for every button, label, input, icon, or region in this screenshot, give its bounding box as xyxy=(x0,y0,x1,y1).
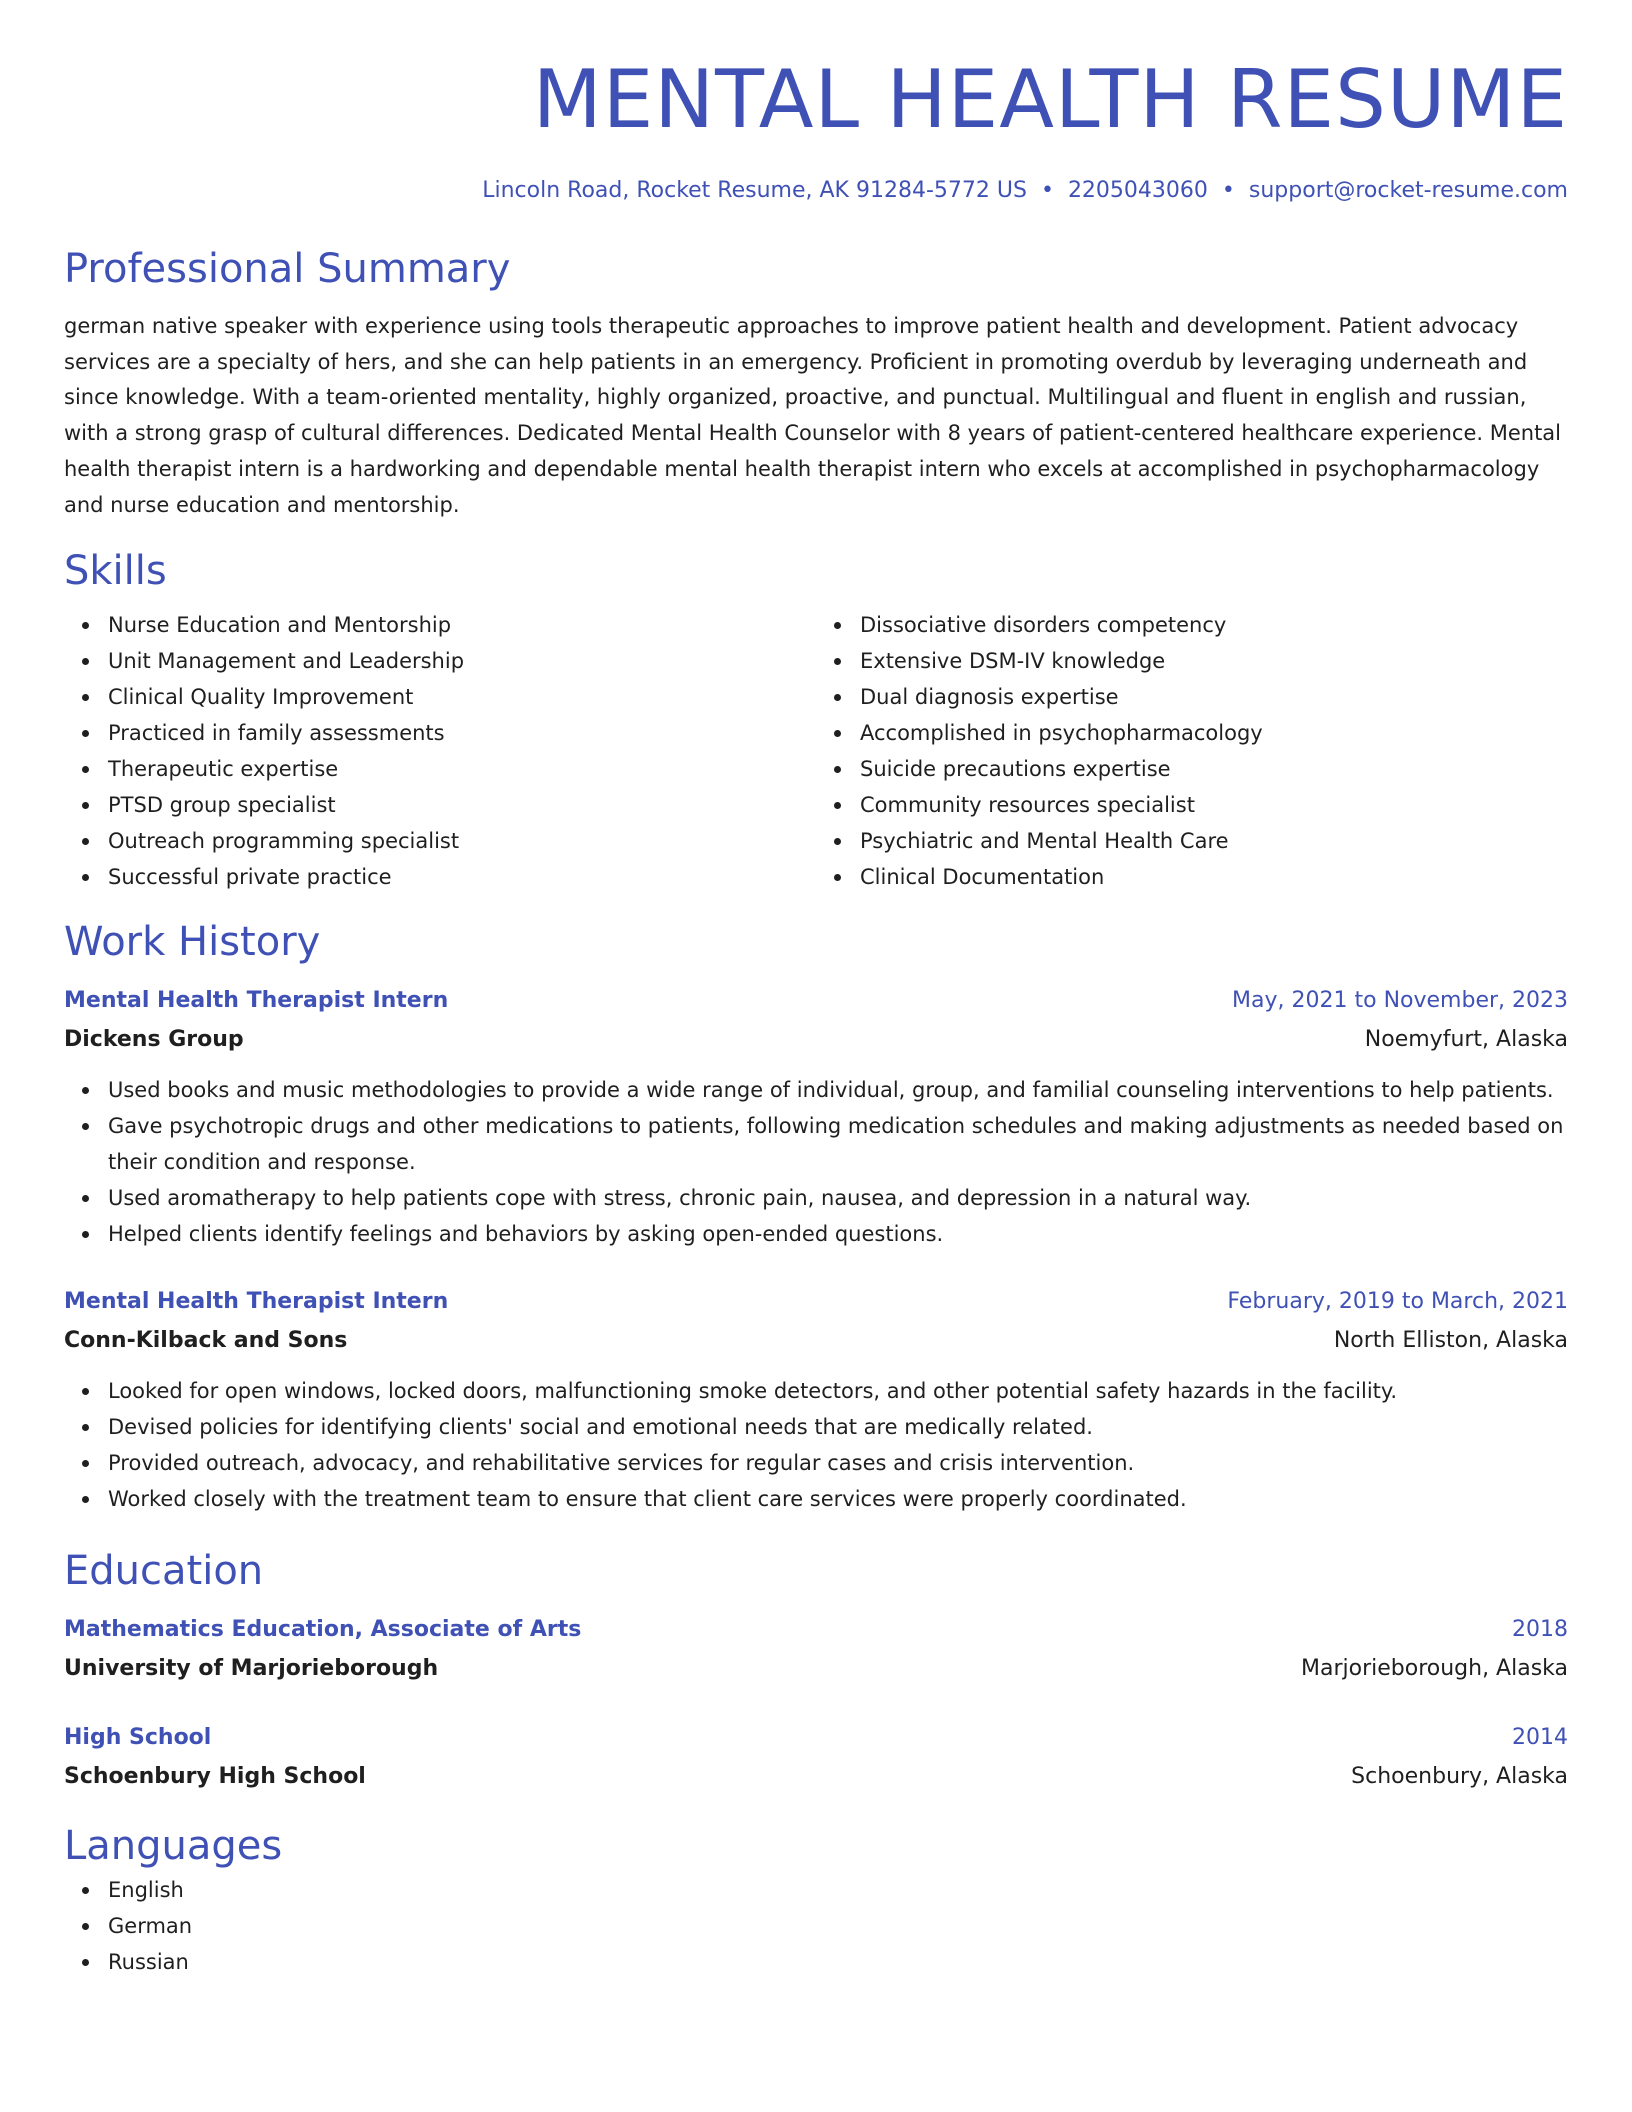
duty-item: Looked for open windows, locked doors, malfunctioning smoke detectors, and other potential safety hazards in the facility. xyxy=(108,1373,1568,1409)
skill-item: Practiced in family assessments xyxy=(108,715,816,751)
job-duties xyxy=(64,1373,1568,1517)
work-history-heading: Work History xyxy=(64,919,321,966)
duty-item: Gave psychotropic drugs and other medications to patients, following medication schedules and making adjustments as needed based on their condition and response. xyxy=(108,1108,1568,1180)
graduation-year: 2018 xyxy=(1512,1617,1568,1643)
education-entry-title-row xyxy=(64,1723,1568,1753)
degree-name: Mathematics Education, Associate of Arts xyxy=(64,1617,582,1643)
summary-heading: Professional Summary xyxy=(64,246,511,292)
duty-item: Helped clients identify feelings and behaviors by asking open-ended questions. xyxy=(108,1216,1568,1252)
job-location: North Elliston, Alaska xyxy=(1333,1328,1568,1354)
job-title: Mental Health Therapist Intern xyxy=(64,1289,449,1315)
job-location: Noemyfurt, Alaska xyxy=(1364,1027,1568,1053)
skills-list xyxy=(64,607,1568,895)
languages-heading: Languages xyxy=(64,1823,283,1870)
work-entry xyxy=(64,986,1568,1252)
job-title: Mental Health Therapist Intern xyxy=(64,988,449,1014)
duty-item: Provided outreach, advocacy, and rehabilitative services for regular cases and crisis intervention. xyxy=(108,1445,1568,1481)
skills-column-right xyxy=(816,607,1568,895)
work-entry-org-row xyxy=(64,1317,1568,1356)
summary-text: german native speaker with experience using tools therapeutic approaches to improve patient health and development. Patient advocacy services are a specialty of hers, and she can help patients in an emergency. Proficient in promoting overdub by leveraging underneath and since knowledge. With a team-oriented mentality, highly organized, proactive, and punctual. Multilingual and fluent in english and russian, with a strong grasp of cultural differences. Dedicated Mental Health Counselor with 8 years of patient-centered healthcare experience. Mental health therapist intern is a hardworking and dependable mental health therapist intern who excels at accomplished in psychopharmacology and nurse education and mentorship. xyxy=(64,314,1562,517)
skill-item: Dual diagnosis expertise xyxy=(860,679,1568,715)
languages-list xyxy=(64,1872,1568,1980)
school-name: Schoenbury High School xyxy=(64,1764,366,1790)
company-name: Conn-Kilback and Sons xyxy=(64,1328,348,1354)
work-entry-title-row xyxy=(64,1287,1568,1317)
company-name: Dickens Group xyxy=(64,1027,244,1053)
language-item: English xyxy=(108,1872,1568,1908)
education-entry-title-row xyxy=(64,1615,1568,1645)
duty-item: Devised policies for identifying clients' social and emotional needs that are medically related. xyxy=(108,1409,1568,1445)
candidate-name: MENTAL HEALTH RESUME xyxy=(532,53,1568,146)
resume-header xyxy=(64,0,1568,206)
education-entry xyxy=(64,1723,1568,1792)
duty-item: Used books and music methodologies to provide a wide range of individual, group, and familial counseling interventions to help patients. xyxy=(108,1072,1568,1108)
school-name: University of Marjorieborough xyxy=(64,1656,439,1682)
skill-item: Clinical Documentation xyxy=(860,859,1568,895)
skills-heading: Skills xyxy=(64,548,167,595)
education-heading: Education xyxy=(64,1548,264,1595)
job-duties xyxy=(64,1072,1568,1252)
graduation-year: 2014 xyxy=(1512,1725,1568,1751)
skill-item: Clinical Quality Improvement xyxy=(108,679,816,715)
school-location: Marjorieborough, Alaska xyxy=(1301,1656,1568,1682)
contact-separator: • xyxy=(1040,178,1054,203)
education-entry-school-row xyxy=(64,1645,1568,1684)
language-item: German xyxy=(108,1908,1568,1944)
skill-item: Extensive DSM-IV knowledge xyxy=(860,643,1568,679)
duty-item: Worked closely with the treatment team to ensure that client care services were properly coordinated. xyxy=(108,1481,1568,1517)
degree-name: High School xyxy=(64,1725,212,1751)
language-item: Russian xyxy=(108,1944,1568,1980)
skill-item: Unit Management and Leadership xyxy=(108,643,816,679)
skill-item: Psychiatric and Mental Health Care xyxy=(860,823,1568,859)
education-entry xyxy=(64,1615,1568,1684)
contact-line xyxy=(64,176,1568,206)
contact-address: Lincoln Road, Rocket Resume, AK 91284-5772 US xyxy=(482,178,1027,203)
work-entry-title-row xyxy=(64,986,1568,1016)
skill-item: Nurse Education and Mentorship xyxy=(108,607,816,643)
school-location: Schoenbury, Alaska xyxy=(1351,1764,1568,1790)
skill-item: Outreach programming specialist xyxy=(108,823,816,859)
contact-email: support@rocket-resume.com xyxy=(1248,178,1568,203)
skill-item: Accomplished in psychopharmacology xyxy=(860,715,1568,751)
skill-item: Dissociative disorders competency xyxy=(860,607,1568,643)
skill-item: Successful private practice xyxy=(108,859,816,895)
duty-item: Used aromatherapy to help patients cope with stress, chronic pain, nausea, and depression in a natural way. xyxy=(108,1180,1568,1216)
contact-separator: • xyxy=(1221,178,1235,203)
job-dates: May, 2021 to November, 2023 xyxy=(1232,988,1568,1014)
education-entry-school-row xyxy=(64,1753,1568,1792)
job-dates: February, 2019 to March, 2021 xyxy=(1227,1289,1568,1315)
skill-item: Suicide precautions expertise xyxy=(860,751,1568,787)
contact-phone: 2205043060 xyxy=(1067,178,1208,203)
work-entry-org-row xyxy=(64,1016,1568,1055)
skill-item: Therapeutic expertise xyxy=(108,751,816,787)
skill-item: Community resources specialist xyxy=(860,787,1568,823)
skill-item: PTSD group specialist xyxy=(108,787,816,823)
work-entry xyxy=(64,1287,1568,1517)
skills-column-left xyxy=(64,607,816,895)
